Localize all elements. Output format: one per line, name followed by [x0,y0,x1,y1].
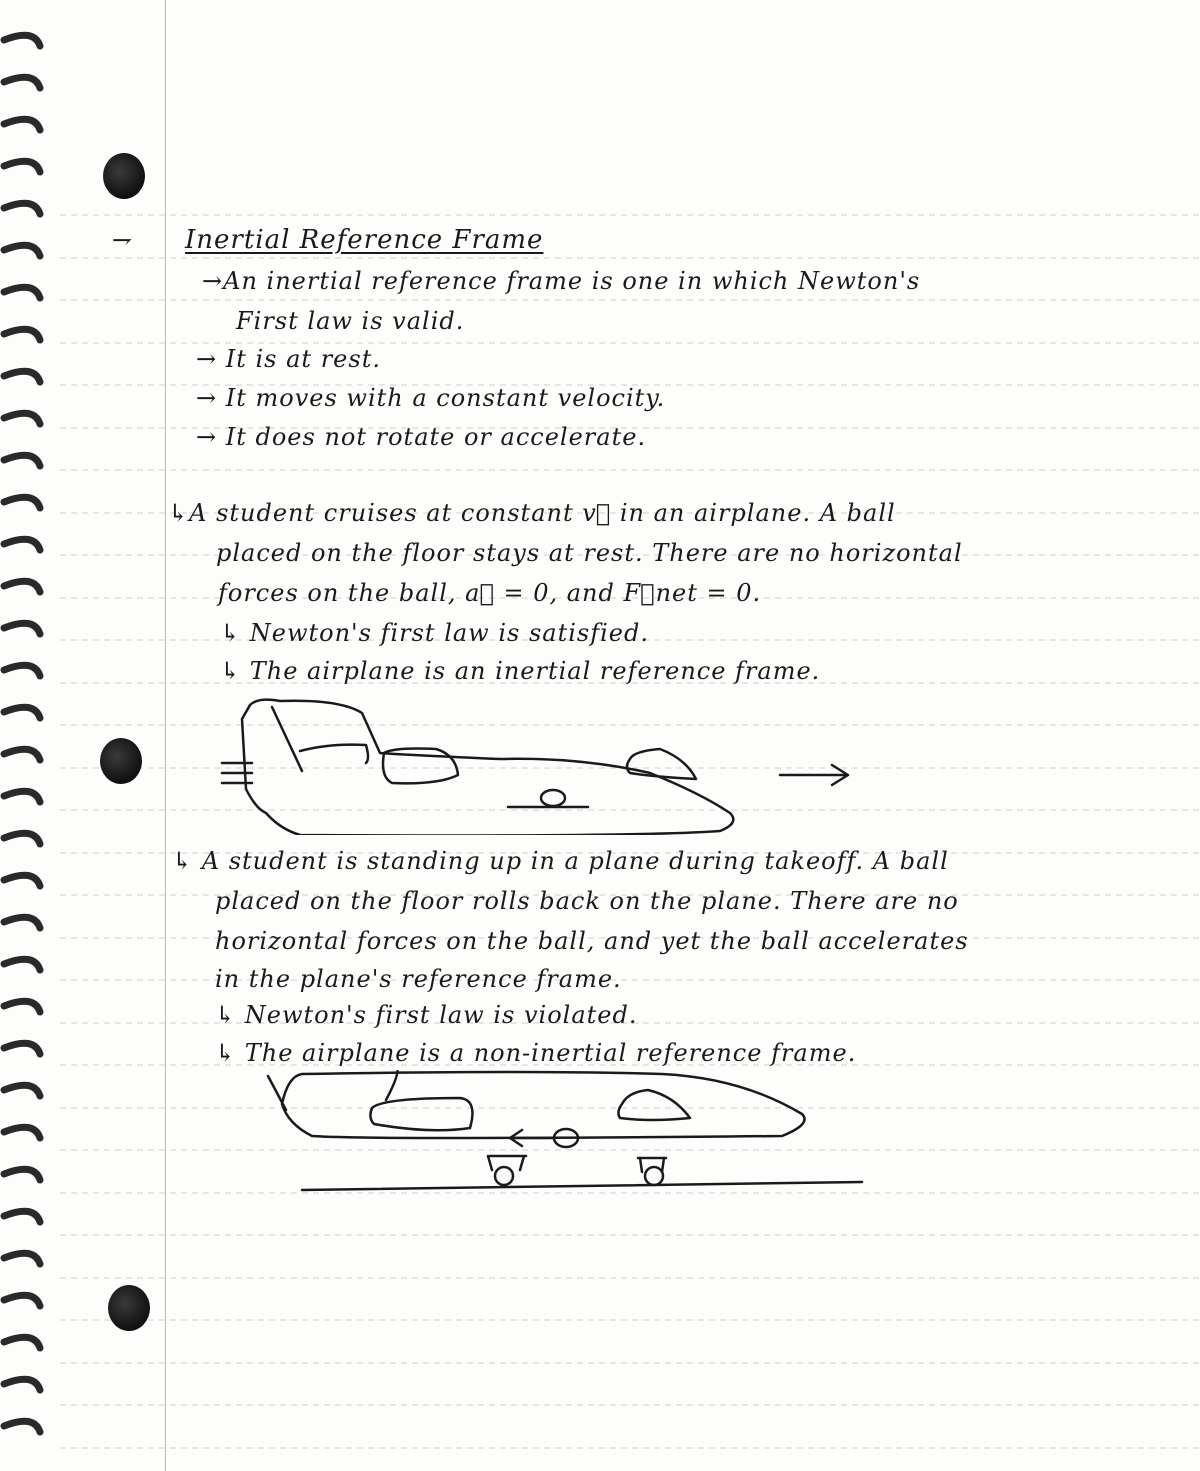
bullet-arrow-icon: ⇁ [112,226,133,254]
example2-line: horizontal forces on the ball, and yet the ball accelerates [215,927,969,955]
definition-line: → It moves with a constant velocity. [196,384,666,412]
punch-hole-middle [100,738,142,784]
margin-line [165,0,166,1471]
example1-line: placed on the floor stays at rest. There are no horizontal [216,539,963,567]
definition-line: → It does not rotate or accelerate. [196,423,647,451]
definition-line: First law is valid. [236,307,465,335]
example2-line: ↳ Newton's first law is violated. [215,1001,638,1029]
example1-line: ↳ Newton's first law is satisfied. [220,619,649,647]
airplane-cruising-sketch [210,695,860,835]
punch-hole-top [103,153,145,199]
example2-line: placed on the floor rolls back on the plane. There are no [215,887,959,915]
example2-line: ↳ The airplane is a non-inertial reference frame. [215,1039,857,1067]
definition-line: →An inertial reference frame is one in which Newton's [202,267,921,295]
punch-hole-bottom [108,1285,150,1331]
example1-line: forces on the ball, a⃗ = 0, and F⃗net = 0. [218,579,762,607]
example1-line: ↳ The airplane is an inertial reference frame. [220,657,821,685]
definition-line: → It is at rest. [196,345,381,373]
example1-line: ↳A student cruises at constant v⃗ in an airplane. A ball [168,499,896,527]
spiral-binding [0,0,60,1471]
example2-line: ↳ A student is standing up in a plane during takeoff. A ball [172,847,949,875]
page-title: Inertial Reference Frame [185,225,544,255]
example2-line: in the plane's reference frame. [215,965,622,993]
airplane-takeoff-sketch [262,1070,882,1220]
